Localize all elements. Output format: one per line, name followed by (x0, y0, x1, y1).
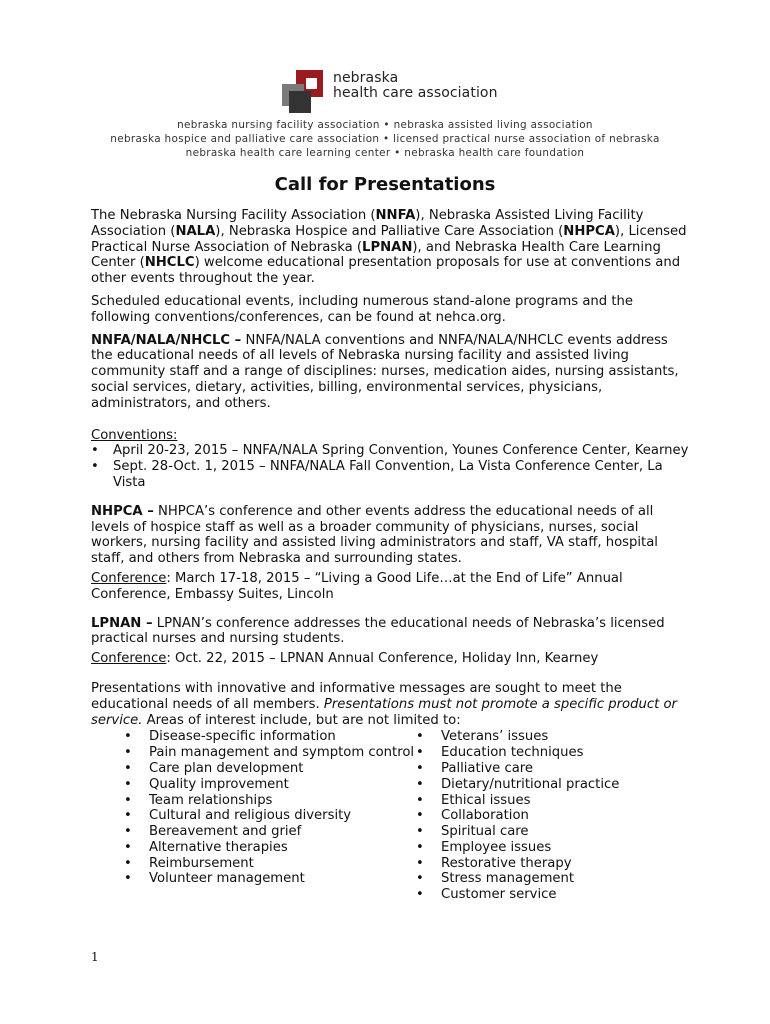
nhpca-paragraph: NHPCA – NHPCA’s conference and other events address the educational needs of all levels of hospice staff as well as a broader community of physicians, nurses, social workers, nursing facility and assisted living administrators and staff, VA staff, hospital staff, and others from Nebraska and surrounding states. (91, 503, 658, 567)
presentations-paragraph: Presentations with innovative and informative messages are sought to meet the educational needs of all members. Presentations must not promote a specific product or service. Areas of interest include, but are not limited to: (91, 680, 677, 728)
lpnan-paragraph: LPNAN – LPNAN’s conference addresses the educational needs of Nebraska’s licensed practical nurses and nursing students. (91, 615, 665, 647)
list-item: • Pain management and symptom control (124, 745, 416, 761)
topics-columns (91, 729, 691, 903)
affiliates-line-3: nebraska health care learning center • nebraska health care foundation (185, 147, 585, 159)
affiliates-line-2: nebraska hospice and palliative care association • licensed practical nurse association of nebraska (110, 133, 660, 145)
lpnan-conference: Conference: Oct. 22, 2015 – LPNAN Annual Conference, Holiday Inn, Kearney (91, 651, 599, 667)
list-item: • Veterans’ issues (416, 729, 636, 745)
document-body (91, 208, 691, 903)
list-item: • Disease-specific information (124, 729, 416, 745)
list-item: • Spiritual care (416, 824, 636, 840)
nnfa-paragraph: NNFA/NALA/NHCLC – NNFA/NALA conventions and NNFA/NALA/NHCLC events address the educational needs of all levels of Nebraska nursing facility and assisted living community staff and a range of disciplines: nurses, medication aides, nursing assistants, social services, dietary, activities, billing, environmental services, physicians, administrators, and others. (91, 332, 679, 411)
list-item: • Volunteer management (124, 871, 416, 887)
page-title: Call for Presentations (274, 174, 496, 195)
list-item: • Collaboration (416, 808, 636, 824)
intro-paragraph: The Nebraska Nursing Facility Association (NNFA), Nebraska Assisted Living Facility Association (NALA), Nebraska Hospice and Palliative Care Association (NHPCA), Licensed Practical Nurse Association of Nebraska (LPNAN), and Nebraska Health Care Learning Center (NHCLC) welcome educational presentation proposals for use at conventions and other events throughout the year. (91, 208, 687, 287)
nhpca-conference: Conference: March 17-18, 2015 – “Living a Good Life…at the End of Life” Annual Conference, Embassy Suites, Lincoln (91, 570, 623, 602)
list-item: • Quality improvement (124, 777, 416, 793)
list-item: • Alternative therapies (124, 840, 416, 856)
list-item: • Reimbursement (124, 856, 416, 872)
org-name-line2: health care association (333, 85, 498, 101)
list-item: • Ethical issues (416, 793, 636, 809)
list-item: • Bereavement and grief (124, 824, 416, 840)
list-item: • Employee issues (416, 840, 636, 856)
list-item: • Care plan development (124, 761, 416, 777)
list-item: • Customer service (416, 887, 636, 903)
page-number: 1 (91, 950, 99, 964)
org-name (333, 71, 498, 101)
affiliates-line-1: nebraska nursing facility association • nebraska assisted living association (177, 119, 593, 131)
list-item: • Palliative care (416, 761, 636, 777)
topics-right-list (416, 729, 636, 903)
topics-left-list (124, 729, 416, 903)
list-item: • Stress management (416, 871, 636, 887)
list-item: • April 20-23, 2015 – NNFA/NALA Spring Convention, Younes Conference Center, Kearney (91, 443, 691, 459)
list-item: • Sept. 28-Oct. 1, 2015 – NNFA/NALA Fall Convention, La Vista Conference Center, La Vista (91, 459, 691, 491)
conventions-list (91, 443, 691, 490)
scheduled-paragraph: Scheduled educational events, including numerous stand-alone programs and the following conventions/conferences, can be found at nehca.org. (91, 293, 633, 325)
list-item: • Team relationships (124, 793, 416, 809)
list-item: • Restorative therapy (416, 856, 636, 872)
list-item: • Education techniques (416, 745, 636, 761)
conventions-label: Conventions: (91, 427, 178, 443)
list-item: • Cultural and religious diversity (124, 808, 416, 824)
list-item: • Dietary/nutritional practice (416, 777, 636, 793)
org-name-line1: nebraska (333, 70, 399, 86)
